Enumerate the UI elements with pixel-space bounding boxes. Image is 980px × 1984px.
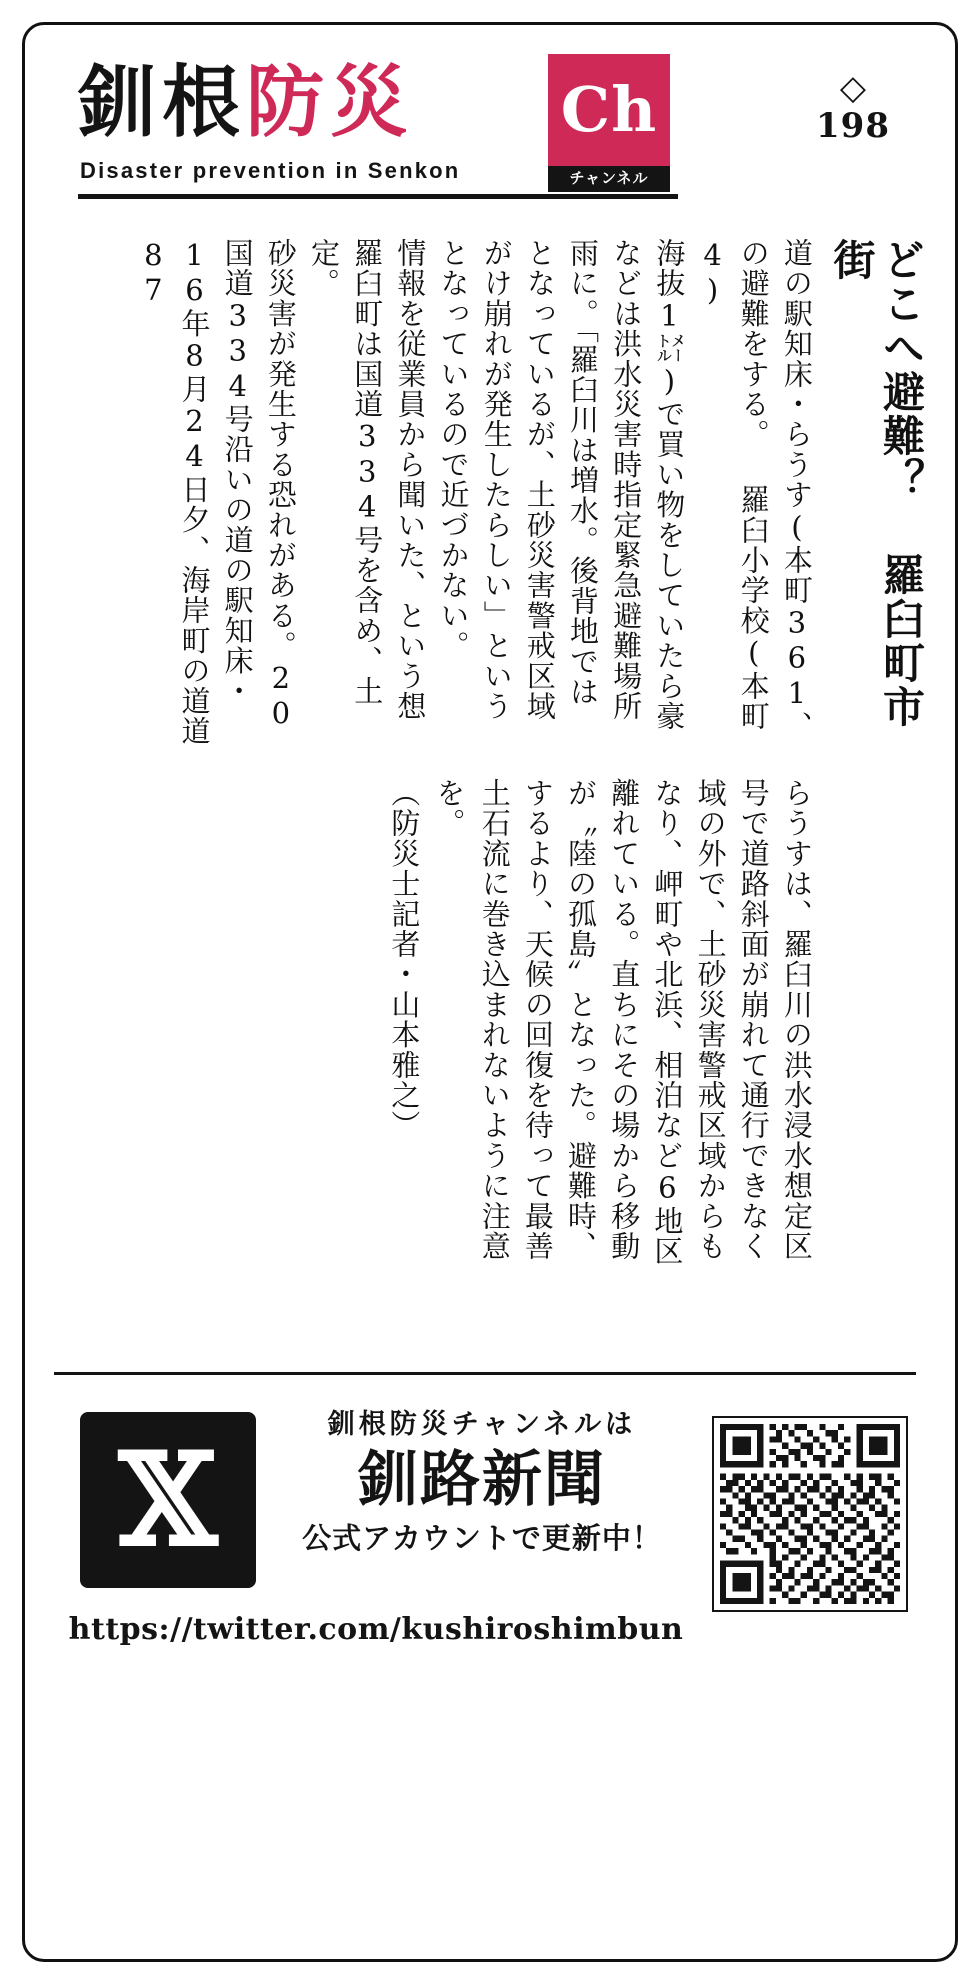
promo-line-2: 釧路新聞 xyxy=(358,1445,606,1515)
page-content xyxy=(40,42,940,1942)
qr-code-icon[interactable] xyxy=(712,1416,908,1612)
article-column: となっているので近づかない。 xyxy=(436,238,471,661)
article-column: 離れている。直ちにその場から移動 xyxy=(607,778,642,1262)
article-column: が〝陸の孤島〟となった。避難時、 xyxy=(564,778,599,1262)
masthead xyxy=(78,57,918,222)
promo-url[interactable]: https://twitter.com/kushiroshimbun xyxy=(68,1612,684,1647)
article-headline: どこへ避難？ 羅臼町市街 xyxy=(827,238,926,729)
logo-subtitle-english: Disaster prevention in Senkon xyxy=(80,158,461,183)
article-column: となっているが、土砂災害警戒区域 xyxy=(522,238,557,722)
logo-block xyxy=(78,57,738,212)
article-column: 海抜1㍍)で買い物をしていたら豪 xyxy=(652,238,687,732)
logo-underline xyxy=(78,194,678,199)
article-column: 雨に。「羅臼川は増水。後背地では xyxy=(566,238,601,707)
logo-title-black: 釧根 xyxy=(78,57,247,148)
diamond-icon: ◇ xyxy=(839,69,867,107)
article-byline: （防災士記者・山本雅之） xyxy=(387,778,422,1141)
promo-line-3: 公式アカウントで更新中！ xyxy=(302,1521,662,1555)
article-body xyxy=(117,238,817,1358)
promo-block xyxy=(54,1400,916,1690)
logo-title xyxy=(78,57,415,148)
promo-text xyxy=(282,1406,682,1560)
article-column: なり、岬町や北浜、相泊など6地区 xyxy=(650,778,685,1267)
x-twitter-icon[interactable]: 𝕏 xyxy=(80,1412,256,1588)
article-column: などは洪水災害時指定緊急避難場所 xyxy=(609,238,644,722)
article xyxy=(50,238,930,1368)
channel-badge: Ch xyxy=(548,54,670,166)
article-column: を。 xyxy=(432,778,467,839)
article-column: がけ崩れが発生したらしい」という xyxy=(479,238,514,722)
article-column: 道の駅知床・らうす(本町361、 xyxy=(779,238,814,742)
article-column: 土石流に巻き込まれないように注意 xyxy=(477,778,512,1262)
article-column: 国道334号沿いの道の駅知床・ xyxy=(220,238,255,706)
article-column: 号で道路斜面が崩れて通行できなく xyxy=(736,778,771,1262)
article-column: の避難をする。 羅臼小学校(本町4) xyxy=(695,238,771,732)
footer-divider xyxy=(54,1372,916,1375)
article-column: らうすは、羅臼川の洪水浸水想定区 xyxy=(779,778,814,1262)
issue-number: 198 xyxy=(816,106,890,146)
channel-badge-sub: チャンネル xyxy=(548,166,670,192)
article-column: 域の外で、土砂災害警戒区域からも xyxy=(693,778,728,1262)
logo-title-red: 防災 xyxy=(246,57,415,148)
article-column: 情報を従業員から聞いた、という想 xyxy=(393,238,428,722)
article-column: するより、天候の回復を待って最善 xyxy=(520,778,555,1262)
article-column: 16年8月24日夕、海岸町の道道87 xyxy=(136,238,212,747)
article-column: 砂災害が発生する恐れがある。20 xyxy=(263,238,298,732)
issue-indicator xyxy=(798,70,908,146)
article-column: 定。 xyxy=(307,238,342,299)
article-column: 羅臼町は国道334号を含め、土 xyxy=(350,238,385,706)
promo-line-1: 釧根防災チャンネルは xyxy=(327,1409,637,1440)
